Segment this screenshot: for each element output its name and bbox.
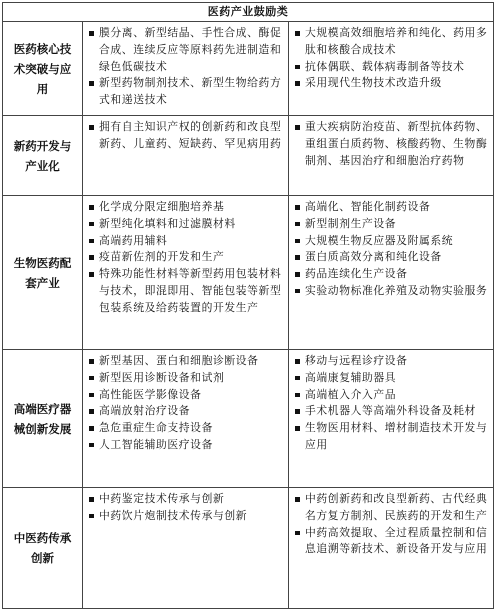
list-item: 高端化、智能化制药设备 [289,199,489,216]
category-label: 高端医疗器械创新发展 [13,401,72,436]
list-item: 中药饮片炮制技术传承与创新 [83,508,284,525]
list-item: 拥有自主知识产权的创新药和改良型新药、儿童药、短缺药、罕见病用药 [83,119,284,153]
category-label: 生物医药配套产业 [13,255,72,290]
list-item: 中药高效提取、全过程质量控制和信息追溯等新技术、新设备开发与应用 [289,525,489,559]
list-item: 急危重症生命支持设备 [83,420,284,437]
item-list [83,350,288,456]
list-item: 新型基因、蛋白和细胞诊断设备 [83,353,284,370]
list-item: 膜分离、新型结晶、手性合成、酶促合成、连续反应等原料药先进制造和绿色低碳技术 [83,25,284,75]
table-body [3,3,494,609]
category-cell [3,196,83,350]
table-row [3,488,494,609]
table-title: 医药产业鼓励类 [3,3,494,22]
list-item: 高性能医学影像设备 [83,387,284,404]
list-item: 大规模生物反应器及附属系统 [289,233,489,250]
list-item: 高端放射治疗设备 [83,403,284,420]
list-item: 新型制剂生产设备 [289,216,489,233]
item-list [289,22,493,94]
category-cell [3,22,83,116]
list-item: 化学成分限定细胞培养基 [83,199,284,216]
list-item: 药品连续化生产设备 [289,266,489,283]
item-list [83,116,288,155]
list-item: 重大疾病防治疫苗、新型抗体药物、重组蛋白质药物、核酸药物、生物酶制剂、基因治疗和细胞治疗药物 [289,119,489,169]
left-items-cell [83,196,289,350]
right-items-cell [289,350,494,488]
list-item: 人工智能辅助医疗设备 [83,437,284,454]
category-cell [3,350,83,488]
right-items-cell [289,116,494,196]
title-row [3,3,494,22]
left-items-cell [83,488,289,609]
list-item: 蛋白质高效分离和纯化设备 [289,249,489,266]
list-item: 疫苗新佐剂的开发和生产 [83,249,284,266]
category-label: 医药核心技术突破与应用 [13,41,72,96]
encouraged-industries-table [2,2,494,609]
list-item: 新型医用诊断设备和试剂 [83,370,284,387]
table-row [3,22,494,116]
list-item: 移动与远程诊疗设备 [289,353,489,370]
item-list [289,196,493,302]
list-item: 大规模高效细胞培养和纯化、药用多肽和核酸合成技术 [289,25,489,59]
left-items-cell [83,116,289,196]
item-list [83,22,288,111]
item-list [289,350,493,456]
list-item: 高端康复辅助器具 [289,370,489,387]
list-item: 特殊功能性材料等新型药用包装材料与技术，即混即用、智能包装等新型包装系统及给药装置的开发生产 [83,266,284,316]
list-item: 新型药物制剂技术、新型生物给药方式和递送技术 [83,75,284,109]
right-items-cell [289,488,494,609]
category-label: 中医药传承创新 [13,531,72,565]
list-item: 高端植入介入产品 [289,387,489,404]
item-list [83,488,288,527]
list-item: 生物医用材料、增材制造技术开发与应用 [289,420,489,454]
item-list [83,196,288,319]
list-item: 手术机器人等高端外科设备及耗材 [289,403,489,420]
list-item: 中药创新药和改良型新药、古代经典名方复方制剂、民族药的开发和生产 [289,491,489,525]
list-item: 新型纯化填料和过滤膜材料 [83,216,284,233]
table-row [3,116,494,196]
table-row [3,196,494,350]
item-list [289,116,493,171]
list-item: 实验动物标准化养殖及动物实验服务 [289,283,489,300]
category-cell [3,116,83,196]
list-item: 高端药用辅料 [83,233,284,250]
left-items-cell [83,22,289,116]
right-items-cell [289,22,494,116]
item-list [289,488,493,560]
category-label: 新药开发与产业化 [13,138,72,173]
right-items-cell [289,196,494,350]
list-item: 抗体偶联、载体病毒制备等技术 [289,59,489,76]
left-items-cell [83,350,289,488]
list-item: 采用现代生物技术改造升级 [289,75,489,92]
list-item: 中药鉴定技术传承与创新 [83,491,284,508]
category-cell [3,488,83,609]
table-row [3,350,494,488]
